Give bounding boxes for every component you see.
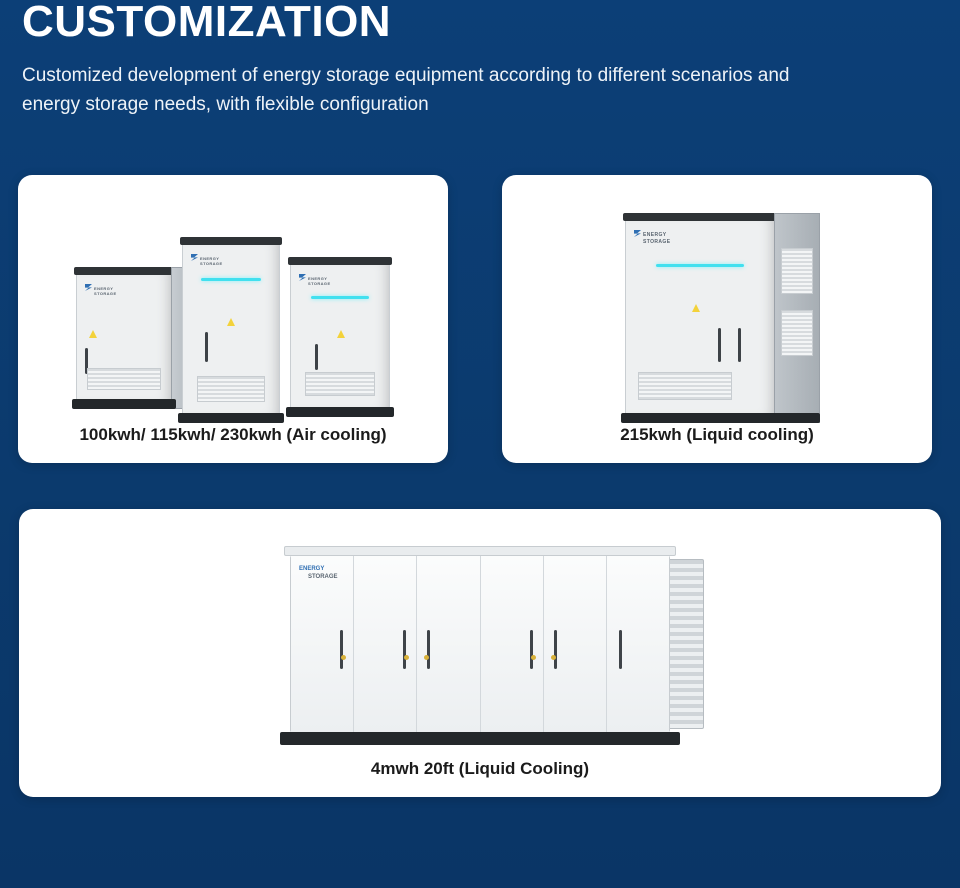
container-door: [607, 556, 669, 732]
cabinet-top-rail: [288, 257, 392, 265]
cabinet-handle: [205, 332, 208, 362]
door-handle: [340, 630, 343, 669]
warning-triangle-icon: [337, 330, 345, 338]
cabinet-115kwh: [182, 243, 280, 415]
cabinet-top-rail: [74, 267, 174, 275]
door-lock: [531, 655, 536, 660]
cabinet-side-panel: [774, 213, 820, 423]
container-door: [417, 556, 480, 732]
brand-mark-icon: [299, 274, 306, 281]
cabinet-base: [621, 413, 820, 423]
door-handle: [403, 630, 406, 669]
cabinet-brand-logo: ENERGY STORAGE: [85, 284, 117, 297]
door-lock: [404, 655, 409, 660]
container-door: [544, 556, 607, 732]
door-handle: [530, 630, 533, 669]
container-brand-logo: ENERGY STORAGE: [299, 566, 338, 580]
door-lock: [424, 655, 429, 660]
container-plinth: [280, 732, 680, 745]
product-image-air-cooling: [18, 175, 448, 415]
door-handle: [619, 630, 622, 669]
cabinet-top-rail: [180, 237, 282, 245]
container-unit: [290, 555, 670, 733]
card-caption: 4mwh 20ft (Liquid Cooling): [370, 759, 590, 778]
status-led-strip: [201, 278, 261, 281]
product-cards-row: [18, 175, 942, 463]
status-led-strip: [656, 264, 744, 267]
cabinet-230kwh: [290, 263, 390, 409]
container-radiator: [664, 559, 704, 729]
product-card-liquid-cooling-215[interactable]: [502, 175, 932, 463]
side-vents-upper: [781, 248, 813, 294]
cabinet-brand-logo: ENERGY STORAGE: [634, 230, 670, 246]
cabinet-handle-right: [718, 328, 721, 362]
card-caption: 100kwh/ 115kwh/ 230kwh (Air cooling): [79, 425, 387, 444]
cabinet-handle-left: [738, 328, 741, 362]
cabinet-handle: [315, 344, 318, 370]
page-title: CUSTOMIZATION: [22, 0, 392, 46]
door-handle: [427, 630, 430, 669]
cabinet-vents: [638, 372, 732, 400]
cabinet-vents: [305, 372, 375, 396]
cabinet-100kwh: [76, 273, 172, 401]
cabinet-base: [72, 399, 176, 409]
cabinet-top-rail: [623, 213, 777, 221]
container-body: [290, 555, 670, 733]
cabinet-base: [286, 407, 394, 417]
container-door: [481, 556, 544, 732]
warning-triangle-icon: [89, 330, 97, 338]
cabinet-vents: [197, 376, 265, 402]
page-subtitle: Customized development of energy storage equipment according to different scenarios and energy storage needs, with flexible configuration: [22, 65, 790, 115]
product-image-container-4mwh: [19, 509, 941, 749]
product-image-liquid-cooling-215: [502, 175, 932, 415]
warning-triangle-icon: [227, 318, 235, 326]
side-vents-lower: [781, 310, 813, 356]
door-lock: [341, 655, 346, 660]
brand-mark-icon: [634, 230, 641, 237]
product-card-container-4mwh[interactable]: [19, 509, 941, 797]
brand-mark-icon: [85, 284, 92, 291]
card-caption: 215kwh (Liquid cooling): [620, 425, 814, 444]
container-door: [291, 556, 354, 732]
container-door: [354, 556, 417, 732]
cabinet-215kwh: [625, 219, 775, 415]
cabinet-brand-logo: ENERGY STORAGE: [191, 254, 223, 267]
status-led-strip: [311, 296, 369, 299]
cabinet-base: [178, 413, 284, 423]
brand-mark-icon: [191, 254, 198, 261]
cabinet-vents: [87, 368, 161, 390]
door-handle: [554, 630, 557, 669]
warning-triangle-icon: [692, 304, 700, 312]
product-card-air-cooling[interactable]: [18, 175, 448, 463]
door-lock: [551, 655, 556, 660]
cabinet-brand-logo: ENERGY STORAGE: [299, 274, 331, 287]
